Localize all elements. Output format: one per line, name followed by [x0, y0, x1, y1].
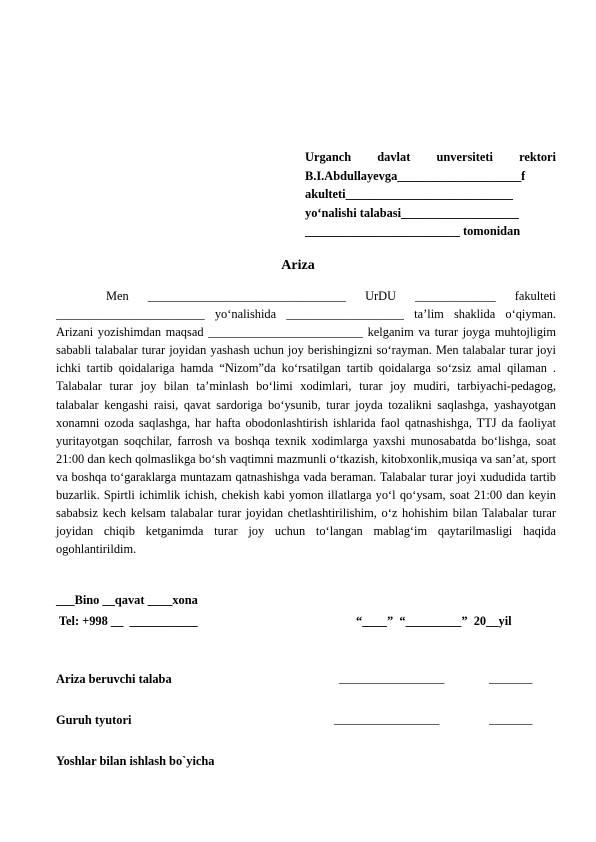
tutor-name-line: _______	[489, 712, 533, 726]
addressee-line-2: B.I.Abdullayevga____________________f	[305, 168, 526, 183]
student-signature-line: _________________	[339, 671, 445, 685]
application-body	[56, 287, 556, 558]
addressee-line-5: _________________________ tomonidan	[305, 224, 521, 238]
date-field: “____” “_________” 20__yil	[356, 614, 512, 628]
student-label: Ariza beruvchi talaba	[56, 672, 172, 686]
tutor-label: Guruh tyutori	[56, 713, 132, 727]
application-body-text: Men ________________________________ UrDU _____________ fakulteti ________________________ yo‘nalishida ___________________ ta’lim shaklida o‘qiyman. Arizani yozishimdan maqsad _________________________ kelganim va turar joyga muhtojligim sababli talabalar turar joyidan yashash uchun joy berishingizni so‘rayman. Men talabalar turar joyi ichki tartib qoidalariga hamda “Nizom”da ko‘rsatilgan tartib qoidalarga so‘zsiz amal qilaman . Talabalar turar joy bilan ta’minlash bo‘limi xodimlari, turar joy mudiri, tarbiyachi-pedagog, talabalar kengashi raisi, qavat sardoriga bo‘ysunib, turar joyda tozalikni saqlashga, yashayotgan xonamni ozoda saqlashga, har hafta obodonlashtirish ishlarida faol qatnashishga, TTJ da faoliyat yuritayotgan soqchilar, farrosh va boshqa texnik xodimlarga yaxshi munosabatda bo‘lishga, soat 21:00 dan kech qolmaslikga bo‘sh vaqtimni mazmunli o‘tkazish, kitobxonlik,musiqa va san’at, sport va boshqa to‘garaklarga muntazam qatnashishga vada beraman. Talabalar turar joyi xududida tartib buzarlik. Spirtli ichimlik ichish, chekish kabi yomon illatlarga yo‘l qo‘ysam, soat 21:00 dan keyin sababsiz kech kelsam talabalar turar joyidan chetlashtirilishim, o‘z hohishim bilan Talabalar turar joyidan chiqib ketganimda turar joy uchun to‘langan mablag‘im qaytarilmasligi haqida ogohlantirildim.	[56, 289, 556, 557]
document-title: Ariza	[281, 258, 315, 273]
phone-field: Tel: +998 __ ___________	[56, 614, 198, 628]
addressee-line-1: Urganch davlat unversiteti rektori	[305, 150, 556, 164]
tutor-signature-line: _________________	[334, 712, 440, 726]
addressee-line-3: akulteti___________________________	[305, 187, 513, 201]
addressee-line-4: yo‘nalishi talabasi___________________	[305, 205, 519, 220]
student-name-line: _______	[489, 671, 533, 685]
room-info: ___Bino __qavat ____xona	[56, 593, 198, 607]
youth-affairs-label: Yoshlar bilan ishlash bo`yicha	[56, 754, 215, 768]
addressee-block	[305, 148, 556, 241]
